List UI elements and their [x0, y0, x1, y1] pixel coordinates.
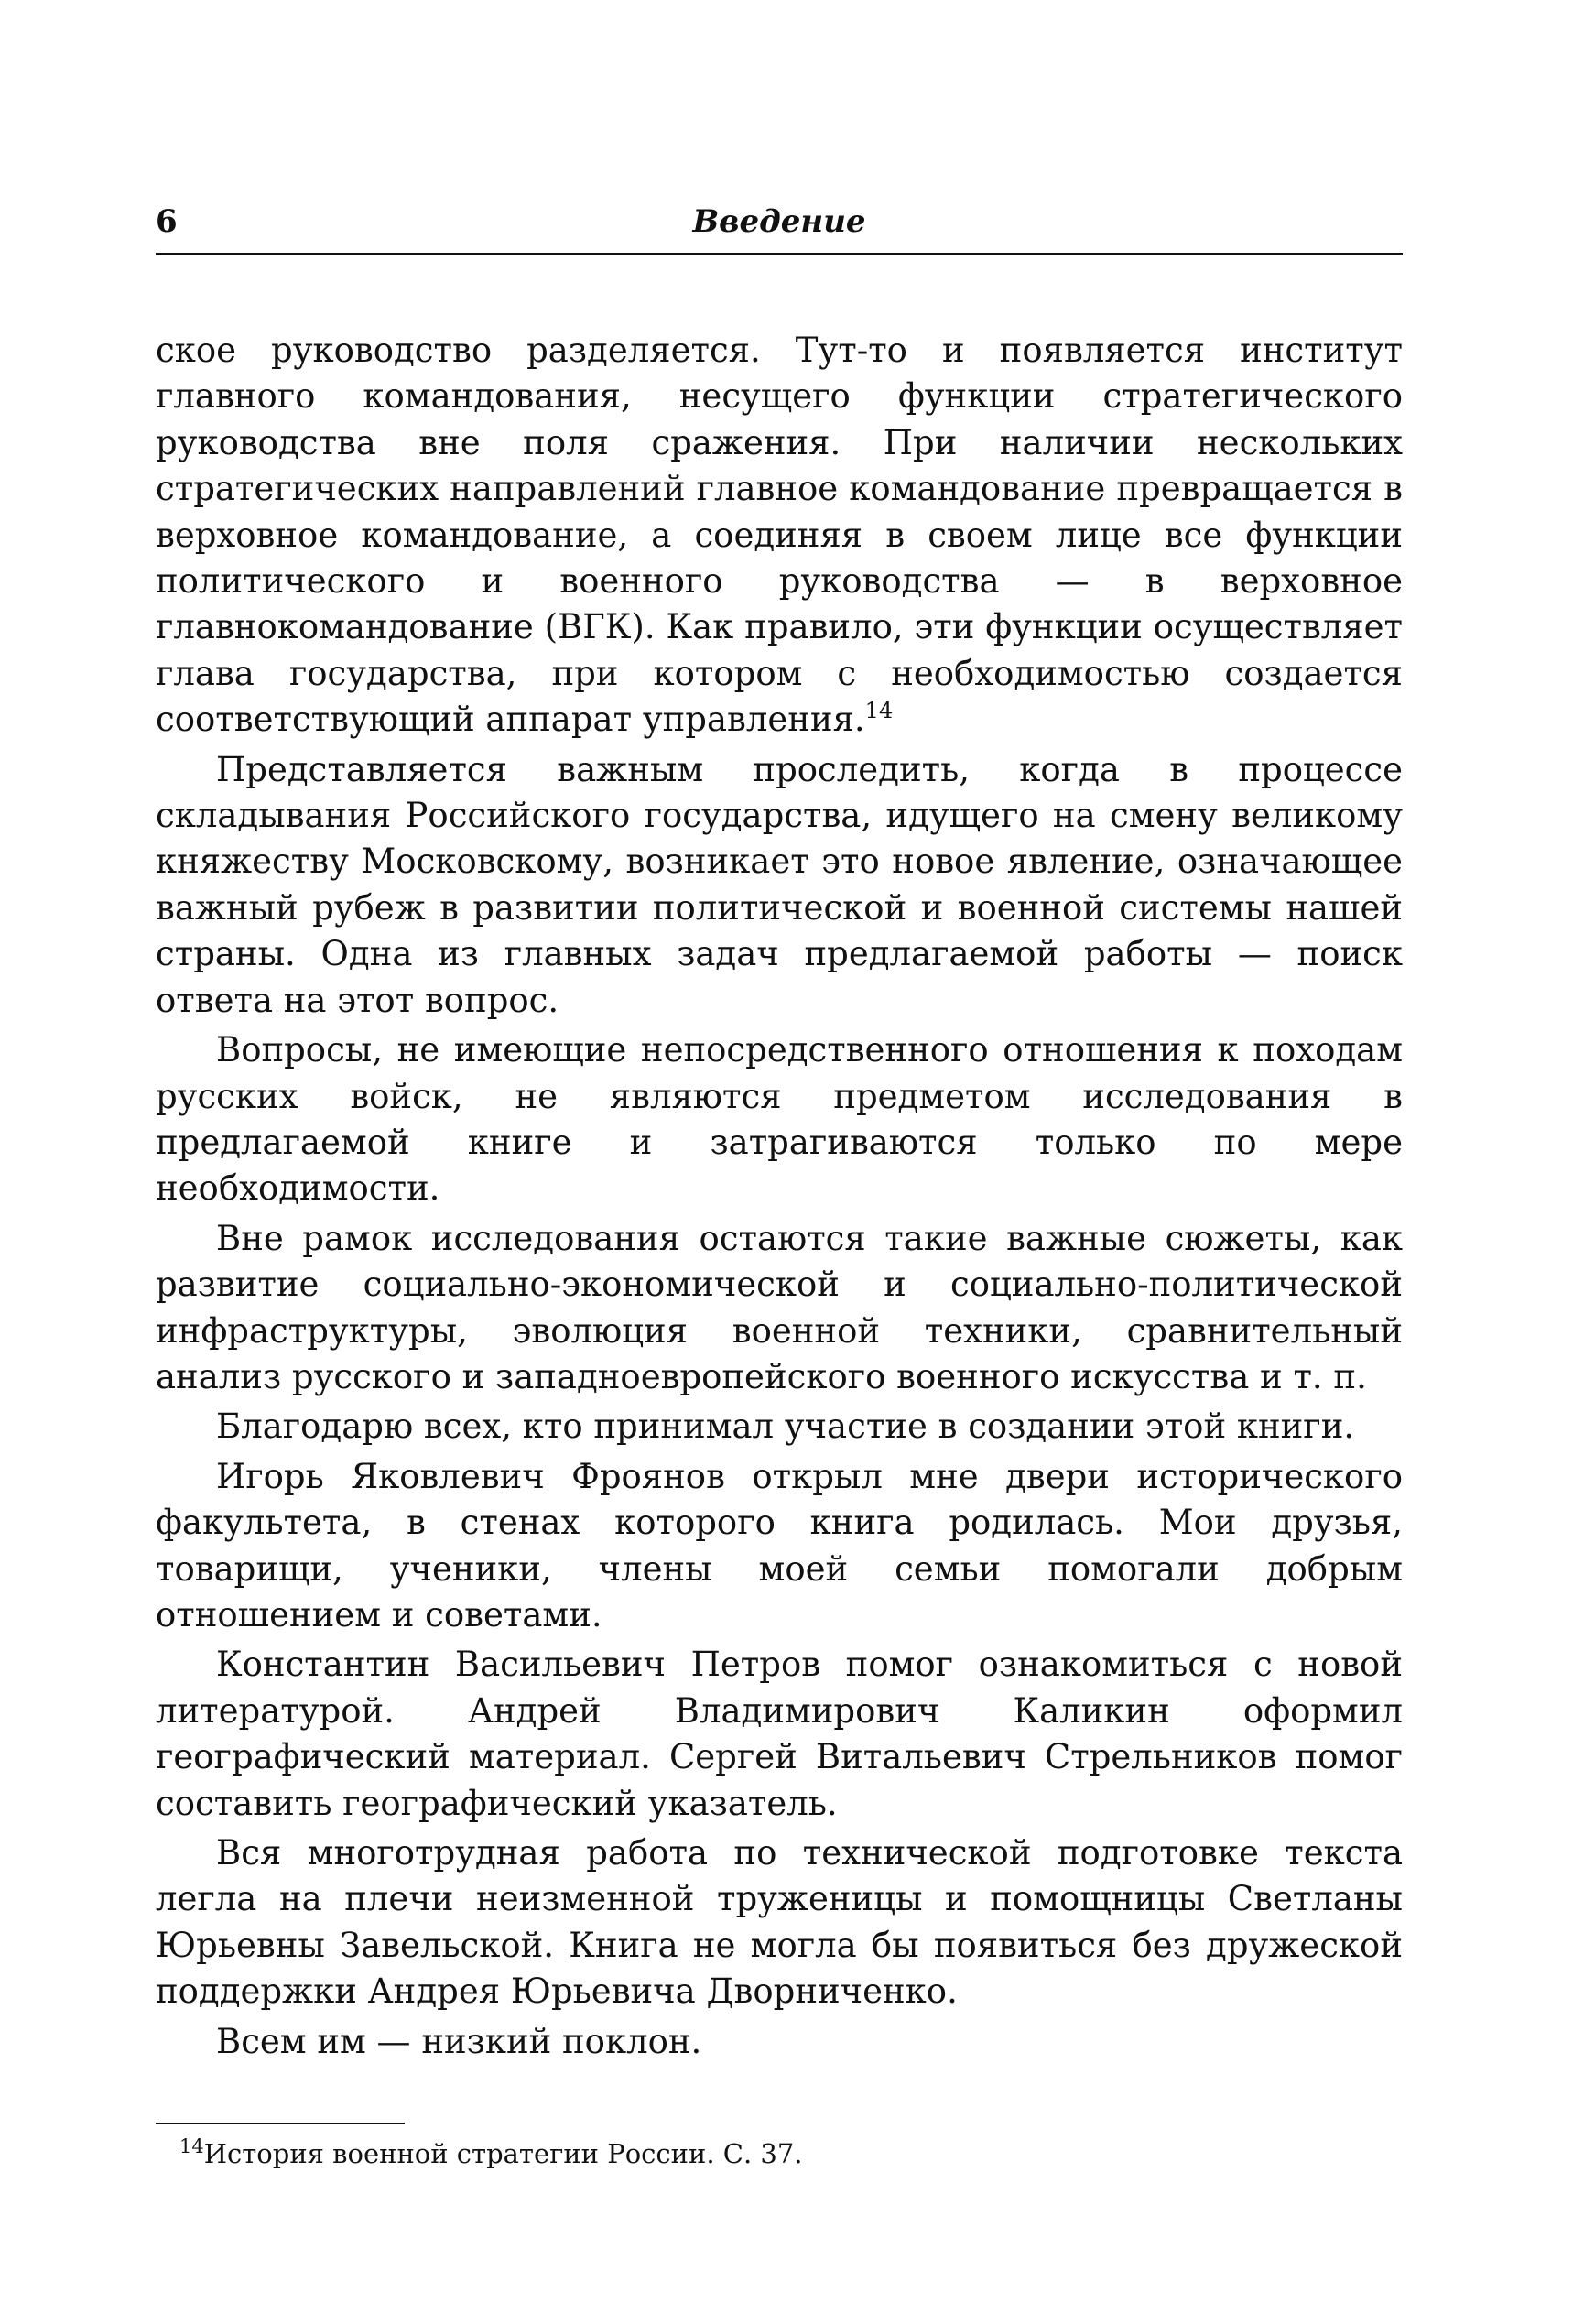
footnote: [179, 2135, 803, 2172]
paragraph-1: [156, 328, 1403, 744]
paragraph-8: Вся многотрудная работа по технической подготовке текста легла на плечи неизменной труженицы и помощницы Светланы Юрьевны Завельской. Книга не могла бы появиться без дружеской поддержки Андрея Юрьевича Дворниченко.: [156, 1833, 1403, 2012]
paragraph-5: Благодарю всех, кто принимал участие в создании этой книги.: [216, 1406, 1355, 1447]
header-rule: [156, 253, 1403, 255]
paragraph-1-text: ское руководство разделяется. Тут-то и появляется институт главного командования, несущего функции стратегического руководства вне поля сражения. При наличии нескольких стратегических направлений главное командование превращается в верховное командование, а соединяя в своем лице все функции политического и военного руководства — в верховное главнокомандование (ВГК). Как правило, эти функции осуществляет глава государства, при котором с необходимостью создается соответствующий аппарат управления.: [156, 331, 1403, 740]
paragraph-6: Игорь Яковлевич Фроянов открыл мне двери исторического факультета, в стенах которого книга родилась. Мои друзья, товарищи, ученики, члены моей семьи помогали добрым отношением и советами.: [156, 1456, 1403, 1634]
paragraph-4: Вне рамок исследования остаются такие важные сюжеты, как развитие социально-экономической и социально-политической инфраструктуры, эволюция военной техники, сравнительный анализ русского и западноевропейского военного искусства и т. п.: [156, 1218, 1403, 1396]
body-text: [156, 328, 1403, 2065]
running-head: [156, 196, 1403, 251]
paragraph-9: Всем им — низкий поклон.: [216, 2021, 702, 2061]
paragraph-7: Константин Васильевич Петров помог ознакомиться с новой литературой. Андрей Владимирович Каликин оформил географический материал. Сергей Витальевич Стрельников помог составить географический указатель.: [156, 1645, 1403, 1823]
footnote-text: История военной стратегии России. С. 37.: [203, 2138, 803, 2169]
paragraph-3: Вопросы, не имеющие непосредственного отношения к походам русских войск, не являются предметом исследования в предлагаемой книге и затрагиваются только по мере необходимости.: [156, 1030, 1403, 1209]
paragraph-2: Представляется важным проследить, когда в процессе складывания Российского государства, идущего на смену великому княжеству Московскому, возникает это новое явление, означающее важный рубеж в развитии политической и военной системы нашей страны. Одна из главных задач предлагаемой работы — поиск ответа на этот вопрос.: [156, 749, 1403, 1020]
footnote-rule: [156, 2123, 405, 2124]
footnote-number: 14: [179, 2135, 204, 2157]
page-number: 6: [156, 203, 178, 240]
section-title: Введение: [692, 203, 866, 240]
footnote-reference: 14: [864, 698, 894, 724]
